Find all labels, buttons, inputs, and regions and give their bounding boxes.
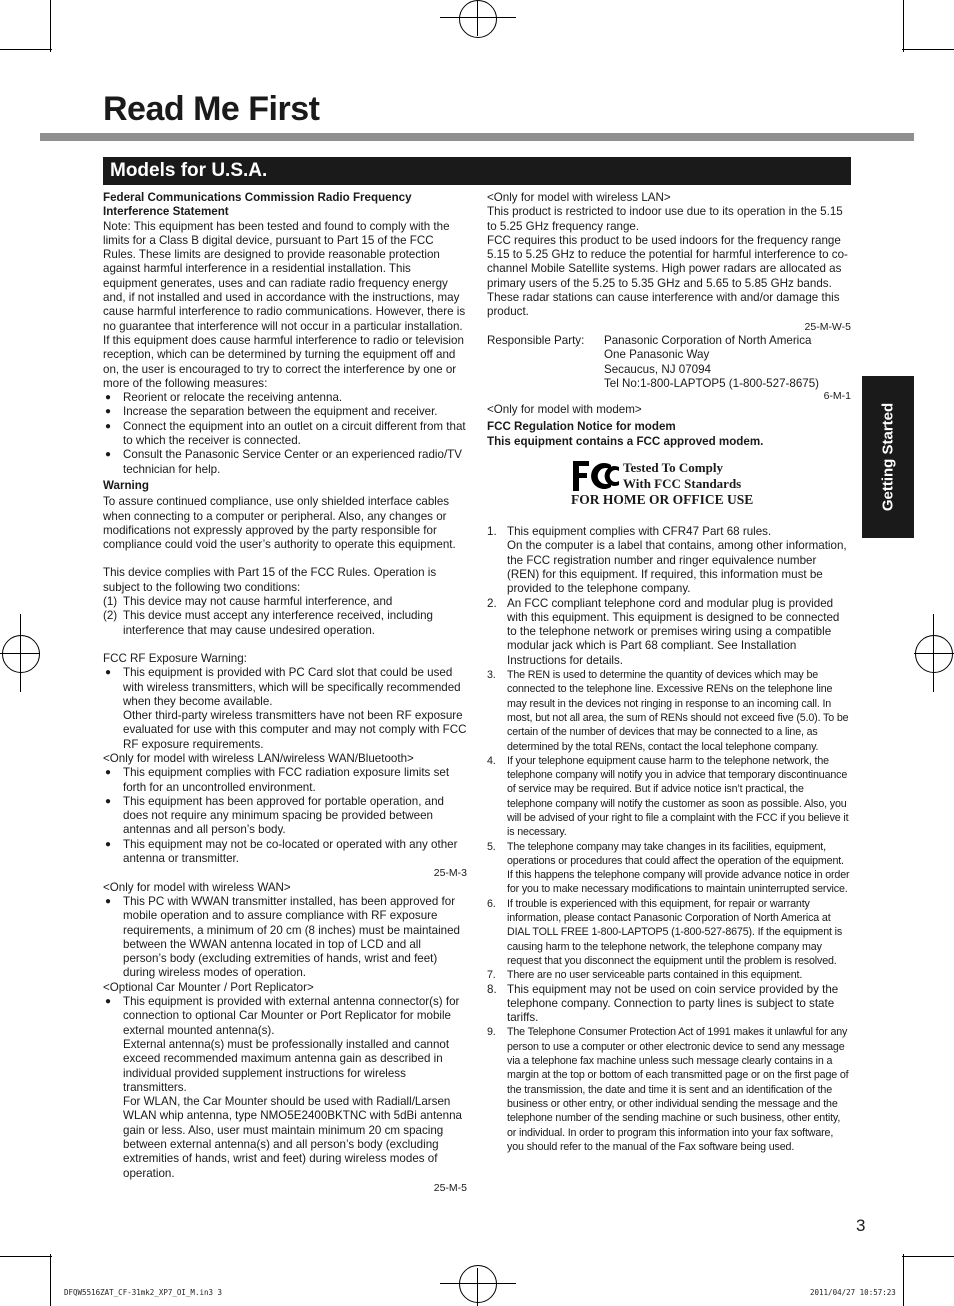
list-item: 5. The telephone company may take changes in its facilities, equipment, operations or procedures that could affect the operation of the equipment. If this happens the telephone company will provide advance notice in order for you to make necessary modifications to maintain uninterrupted service. <box>487 840 850 896</box>
modem-rules-list <box>487 525 851 1154</box>
reference-code: 25-M-W-5 <box>804 320 851 333</box>
side-tab-label: Getting Started <box>879 402 897 512</box>
list-item: ● Reorient or relocate the receiving antenna. <box>103 391 467 405</box>
wlan-title: <Only for model with wireless LAN> <box>487 191 671 204</box>
list-item: 3. The REN is used to determine the quantity of devices which may be connected to the telephone line. Excessive RENs on the telephone line may result in the devices not ringing in response to an incoming call. In most, but not all area, the sum of RENs should not exceed five (5.0). To be certain of the number of devices that may be connected to a line, as determined by the total RENs, contact the local telephone company. <box>487 669 849 753</box>
right-column <box>487 191 851 1154</box>
reference-code: 25-M-3 <box>433 867 467 880</box>
list-item: 2. An FCC compliant telephone cord and modular plug is provided with this equipment. This equipment is designed to be connected to the telephone network or premises wiring using a compatible modular jack which is Part 68 compliant. See Installation Instructions for details. <box>487 596 840 667</box>
fcc-note: Note: This equipment has been tested and found to comply with the limits for a Class B digital device, pursuant to Part 15 of the FCC Rules. These limits are designed to provide reasonable protection against harmful interference in a residential installation. This equipment generates, uses and can radiate radio frequency energy and, if not installed and used in accordance with the instructions, may cause harmful interference to radio communications. However, there is no guarantee that interference will not occur in a particular installation. If this equipment does cause harmful interference to radio or television reception, which can be determined by turning the equipment off and on, the user is encouraged to try to correct the interference by one or more of the following measures: <box>103 219 466 390</box>
list-item: 9. The Telephone Consumer Protection Act of 1991 makes it unlawful for any person to use a computer or other electronic device to send any message via a telephone fax machine unless such message clearly contains in a margin at the top or bottom of each transmitted page or on the first page of the transmission, the date and time it is sent and an identification of the business or other entry, or other individual sending the message and the telephone number of the sending machine or such business, other entity, or individual. In order to program this information into your fax software, you should refer to the manual of the Fax software being used. <box>487 1026 849 1153</box>
reference-code: 6-M-1 <box>823 390 851 403</box>
party-label: Responsible Party: <box>487 333 585 347</box>
section-title: Models for U.S.A. <box>110 160 268 181</box>
footer-timestamp: 2011/04/27 10:57:23 <box>810 1288 896 1297</box>
party-line: Tel No:1-800-LAPTOP5 (1-800-527-8675) <box>604 376 820 390</box>
list-item: ● Increase the separation between the equipment and receiver. <box>103 405 467 419</box>
left-column <box>103 191 467 1195</box>
car-title: <Optional Car Mounter / Port Replicator> <box>103 980 314 994</box>
rf-title: FCC RF Exposure Warning: <box>103 651 247 665</box>
party-line: Secaucus, NJ 07094 <box>604 362 711 376</box>
modem-title: <Only for model with modem> <box>487 403 642 417</box>
footer-file-info: DFQW5516ZAT_CF-31mk2_XP7_OI_M.in3 3 <box>64 1288 223 1297</box>
responsible-party <box>487 334 851 391</box>
list-item: ● This PC with WWAN transmitter installed, has been approved for mobile operation and to assure compliance with RF exposure requirements, a minimum of 20 cm (8 inches) must be maintained between the WWAN antenna located in top of LCD and all person’s body (excluding extremities of hands, wrist and feet) during wireless modes of operation. <box>103 895 467 981</box>
lan-bt-title: <Only for model with wireless LAN/wireless WAN/Bluetooth> <box>103 751 414 765</box>
measures-list <box>103 391 467 477</box>
title-rule <box>40 133 914 141</box>
modem-heading: FCC Regulation Notice for modem <box>487 420 676 434</box>
rf-list <box>103 666 467 752</box>
fcc-heading: Federal Communications Commission Radio Frequency Interference Statement <box>103 191 412 219</box>
list-item: ● This equipment has been approved for portable operation, and does not require any minimum spacing be provided between antennas and all person’s body. <box>103 795 467 838</box>
list-item: 6. If trouble is experienced with this equipment, for repair or warranty information, please contact Panasonic Corporation of North America at DIAL TOLL FREE 1-800-LAPTOP5 (1-800-527-8675). If the equipment is causing harm to the telephone network, the telephone company may request that you disconnect the equipment until the problem is resolved. <box>487 897 843 967</box>
logo-line: With FCC Standards <box>623 476 742 492</box>
wwan-list <box>103 895 467 981</box>
list-item: ● This equipment complies with FCC radiation exposure limits set forth for an uncontrolled environment. <box>103 766 467 795</box>
wlan-paragraph: FCC requires this product to be used indoors for the frequency range 5.15 to 5.25 GHz to reduce the potential for harmful interference to co-channel Mobile Satellite systems. High power radars are allocated as primary users of the 5.25 to 5.35 GHz and 5.65 to 5.85 GHz bands. These radar stations can cause interference with and/or damage this product. <box>487 233 848 319</box>
modem-subheading: This equipment contains a FCC approved modem. <box>487 434 764 448</box>
fcc-mark-icon <box>571 459 621 493</box>
warning-title: Warning <box>103 478 149 492</box>
wlan-paragraph: This product is restricted to indoor use due to its operation in the 5.15 to 5.25 GHz frequency range. <box>487 205 843 233</box>
list-item: ● Consult the Panasonic Service Center or an experienced radio/TV technician for help. <box>103 448 467 477</box>
list-item: 1. This equipment complies with CFR47 Part 68 rules. On the computer is a label that contains, among other information, the FCC registration number and ringer equivalence number (REN) for this equipment. If required, this information must be provided to the telephone company. <box>487 525 847 596</box>
list-item: ● This equipment may not be co-located or operated with any other antenna or transmitter. <box>103 838 467 867</box>
lan-bt-list <box>103 766 467 866</box>
list-item: ● This equipment is provided with PC Card slot that could be used with wireless transmitters, which will be specifically recommended when they become available. Other third-party wireless transmitters have not been RF exposure evaluated for use with this computer and may not comply with FCC RF exposure requirements. <box>103 666 467 752</box>
list-item: 4. If your telephone equipment cause harm to the telephone network, the telephone company will notify you in advice that temporary discontinuance of service may be required. But if advice notice isn’t practical, the telephone company will notify the customer as soon as possible. Also, you will be advised of your right to file a complaint with the FCC if you believe it is necessary. <box>487 754 849 839</box>
list-item: ● Connect the equipment into an outlet on a circuit different from that to which the receiver is connected. <box>103 420 467 449</box>
condition-item: (1) This device may not cause harmful interference, and <box>103 595 393 609</box>
condition-item: (2) This device must accept any interference received, including interference that may cause undesired operation. <box>103 609 433 637</box>
logo-line: FOR HOME OR OFFICE USE <box>571 492 754 508</box>
section-header <box>103 157 851 185</box>
list-item: ● This equipment is provided with external antenna connector(s) for connection to optional Car Mounter or Port Replicator for mobile external mounted antenna(s). External antenna(s) must be professionally installed and cannot exceed recommended maximum antenna gain as described in individual provided supplement instructions for wireless transmitters. For WLAN, the Car Mounter should be used with Radiall/Larsen WLAN whip antenna, type NMO5E2400BKTNC with 5dBi antenna gain or less. Also, user must maintain minimum 20 cm spacing between external antenna(s) and all person’s body (excluding extremities of hands, wrist and feet) during wireless modes of operation. <box>103 995 467 1181</box>
fcc-logo <box>571 457 851 511</box>
page-number: 3 <box>856 1216 866 1235</box>
side-tab <box>862 376 914 538</box>
wwan-title: <Only for model with wireless WAN> <box>103 880 291 894</box>
list-item: 8. This equipment may not be used on coin service provided by the telephone company. Connection to party lines is subject to state tariffs. <box>487 982 839 1025</box>
warning-text: To assure continued compliance, use only shielded interface cables when connecting to a computer or peripheral. Also, any changes or modifications not expressly approved by the party responsible for compliance could void the user’s authority to operate this equipment. <box>103 495 456 552</box>
party-line: Panasonic Corporation of North America <box>604 333 812 347</box>
page-title: Read Me First <box>103 90 320 128</box>
part15-intro: This device complies with Part 15 of the FCC Rules. Operation is subject to the following two conditions: <box>103 566 437 594</box>
car-list <box>103 995 467 1181</box>
logo-line: Tested To Comply <box>623 460 723 476</box>
reference-code: 25-M-5 <box>433 1181 467 1194</box>
party-line: One Panasonic Way <box>604 348 710 362</box>
list-item: 7. There are no user serviceable parts contained in this equipment. <box>487 969 803 982</box>
